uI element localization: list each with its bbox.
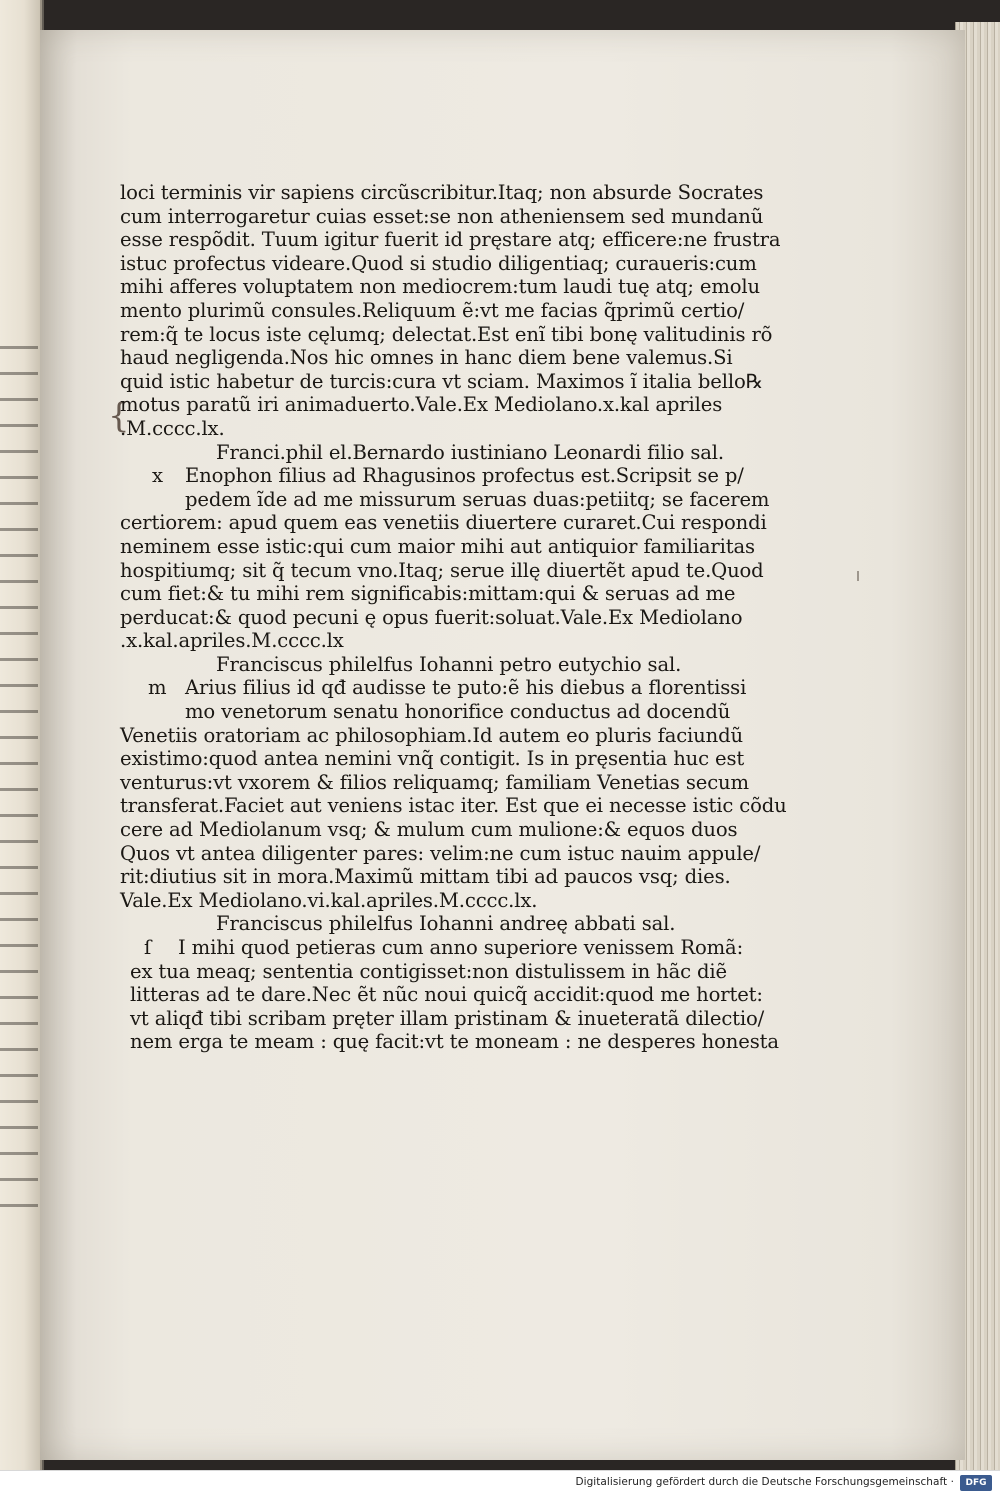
letter-first-line: [120, 464, 744, 488]
text-line: mo venetorum senatu honorifice conductus ad docendũ: [185, 700, 731, 724]
text-line: Arius filius id qđ audisse te puto:ẽ his diebus a florentissi: [185, 676, 747, 700]
text-line: rit:diutius sit in mora.Maximũ mittam tibi ad paucos vsq; dies.: [120, 865, 731, 889]
text-line: haud negligenda.Nos hic omnes in hanc diem bene valemus.Si: [120, 346, 733, 370]
text-line: Vale.Ex Mediolano.vi.kal.apriles.M.cccc.lx.: [120, 888, 538, 912]
text-line: Venetiis oratoriam ac philosophiam.Id autem eo pluris faciundũ: [120, 723, 743, 747]
text-line: vt aliqđ tibi scribam pręter illam pristinam & inueteratã dilectio/: [130, 1006, 765, 1030]
text-line: rem:q̃ te locus iste cęlumq; delectat.Est enĩ tibi bonę valitudinis rõ: [120, 322, 773, 346]
funding-credit: Digitalisierung gefördert durch die Deutsche Forschungsgemeinschaft ·: [575, 1476, 954, 1488]
text-line: mento plurimũ consules.Reliquum ẽ:vt me facias q̃primũ certio/: [120, 298, 745, 322]
text-line: motus paratũ iri animaduerto.Vale.Ex Mediolano.x.kal apriles: [120, 393, 723, 417]
text-line: certiorem: apud quem eas venetiis diuertere curaret.Cui respondi: [120, 511, 767, 535]
text-line: venturus:vt vxorem & filios reliquamq; familiam Venetias secum: [120, 770, 749, 794]
dfg-logo: DFG: [960, 1475, 992, 1491]
text-line: Enophon filius ad Rhagusinos profectus est.Scripsit se p/: [185, 464, 744, 488]
text-line: transferat.Faciet aut veniens istac iter. Est que ei necesse istic cõdu: [120, 794, 787, 818]
text-line: .M.cccc.lx.: [120, 416, 225, 440]
letter-heading: Franciscus philelfus Iohanni petro eutychio sal.: [216, 652, 682, 676]
letter-first-line: [120, 676, 747, 700]
text-line: .x.kal.apriles.M.cccc.lx: [120, 629, 344, 653]
text-line: mihi afferes voluptatem non mediocrem:tum laudi tuę atq; emolu: [120, 275, 760, 299]
text-line: Quos vt antea diligenter pares: velim:ne cum istuc nauim appule/: [120, 841, 761, 865]
text-line: neminem esse istic:qui cum maior mihi aut antiquior familiaritas: [120, 534, 755, 558]
initial-guide-letter: x: [152, 464, 163, 488]
margin-brace-annotation: {: [108, 396, 130, 436]
margin-tick-mark: [857, 571, 859, 581]
text-line: loci terminis vir sapiens circũscribitur.Itaq; non absurde Socrates: [120, 181, 764, 204]
initial-guide-letter: ſ: [144, 936, 152, 959]
text-line: esse respõdit. Tuum igitur fuerit id pręstare atq; efficere:ne frustra: [120, 228, 781, 252]
text-line: nem erga te meam : quę facit:vt te moneam : ne desperes honesta: [130, 1030, 779, 1054]
text-line: I mihi quod petieras cum anno superiore venissem Romã:: [178, 936, 744, 959]
page-text: [120, 181, 787, 1054]
text-line: litteras ad te dare.Nec ẽt nũc noui quicq̃ accidit:quod me hortet:: [130, 983, 763, 1007]
text-line: existimo:quod antea nemini vnq̃ contigit. Is in pręsentia huc est: [120, 747, 745, 771]
text-line: quid istic habetur de turcis:cura vt sciam. Maximos ĩ italia bello℞: [120, 369, 764, 393]
initial-guide-letter: m: [148, 676, 167, 700]
text-line: istuc profectus videare.Quod si studio diligentiaq; curaueris:cum: [120, 251, 757, 275]
letter-heading: Franci.phil el.Bernardo iustiniano Leonardi filio sal.: [216, 440, 724, 464]
letter-first-line: [120, 936, 744, 960]
text-line: cum interrogaretur cuias esset:se non atheniensem sed mundanũ: [120, 204, 764, 228]
text-line: pedem ĩde ad me missurum seruas duas:petiitq; se facerem: [185, 487, 770, 511]
text-line: cum fiet:& tu mihi rem significabis:mittam:qui & seruas ad me: [120, 582, 736, 606]
digitization-footer: [0, 1470, 1000, 1496]
facing-page-edge: [0, 0, 42, 1470]
facing-page-text-fragments: [0, 330, 38, 1210]
text-line: perducat:& quod pecuni ę opus fuerit:soluat.Vale.Ex Mediolano: [120, 605, 743, 629]
text-line: hospitiumq; sit q̃ tecum vno.Itaq; serue illę diuertẽt apud te.Quod: [120, 558, 764, 582]
letter-heading: Franciscus philelfus Iohanni andreę abbati sal.: [216, 912, 676, 936]
text-line: ex tua meaq; sententia contigisset:non distulissem in hãc diẽ: [130, 959, 727, 983]
text-line: cere ad Mediolanum vsq; & mulum cum mulione:& equos duos: [120, 818, 738, 842]
